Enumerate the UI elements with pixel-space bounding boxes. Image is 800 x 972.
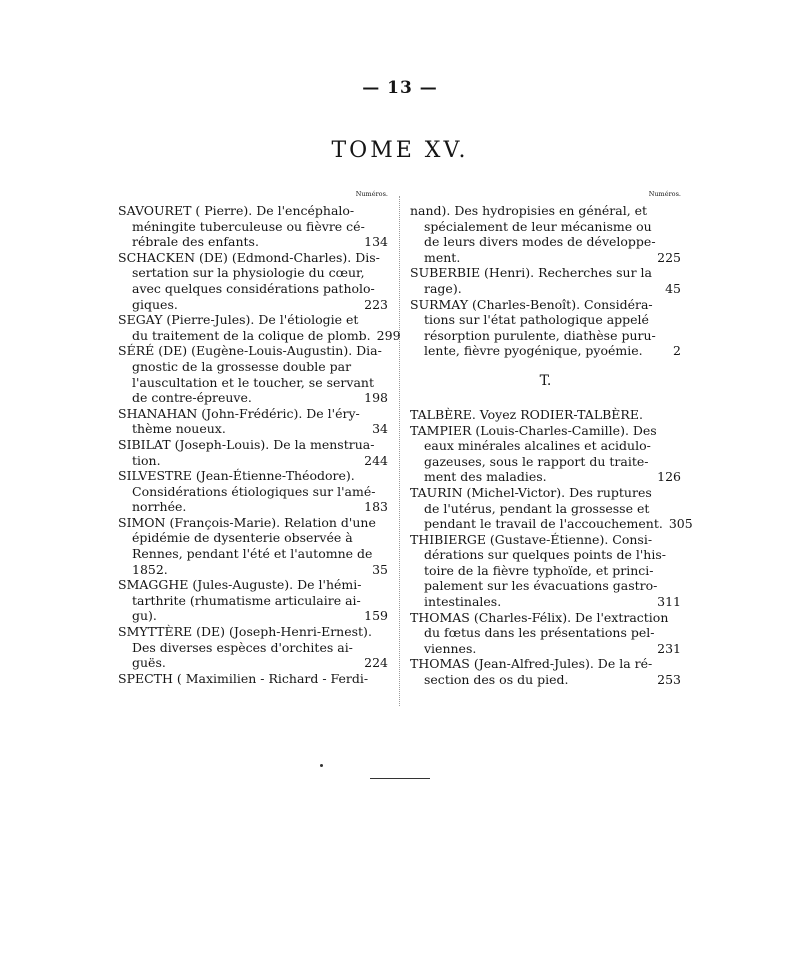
entry-line: [410, 485, 681, 501]
entry-text: thème noueux.: [132, 421, 226, 437]
index-entry: [118, 343, 388, 405]
section-heading: T.: [539, 372, 552, 389]
right-entries-before: [410, 203, 681, 359]
entry-line: [118, 530, 388, 546]
entry-text: THOMAS (Jean-Alfred-Jules). De la ré-: [410, 656, 653, 672]
entry-text: l'auscultation et le toucher, se servant: [132, 374, 374, 390]
index-entry: [118, 671, 388, 687]
entry-line: [410, 438, 681, 454]
entry-number: 225: [657, 249, 681, 265]
entry-text: de contre-épreuve.: [132, 390, 252, 406]
entry-number: 34: [372, 421, 388, 437]
entry-text: du traitement de la colique de plomb.: [132, 327, 371, 343]
entry-line: [410, 328, 681, 344]
entry-line: [410, 625, 681, 641]
index-entry: [118, 577, 388, 624]
entry-line: [410, 312, 681, 328]
index-entry: [410, 407, 681, 423]
entry-text: SILVESTRE (Jean-Étienne-Théodore).: [118, 468, 355, 484]
entry-line: [410, 343, 681, 359]
index-entry: [410, 610, 681, 657]
entry-text: TAURIN (Michel-Victor). Des ruptures: [410, 484, 652, 500]
entry-text: du fœtus dans les présentations pel-: [424, 625, 655, 641]
entry-number: 183: [364, 499, 388, 515]
entry-text: tion.: [132, 452, 161, 468]
entry-line: [410, 423, 681, 439]
entry-text: de leurs divers modes de développe-: [424, 234, 656, 250]
entry-line: [410, 454, 681, 470]
entry-text: ment des maladies.: [424, 469, 547, 485]
entry-line: [118, 484, 388, 500]
entry-line: [118, 608, 388, 624]
entry-line: [410, 656, 681, 672]
entry-text: THIBIERGE (Gustave-Étienne). Consi-: [410, 531, 653, 547]
entry-text: spécialement de leur mécanisme ou: [424, 218, 652, 234]
entry-text: guës.: [132, 655, 166, 671]
entry-text: giques.: [132, 296, 178, 312]
entry-text: Rennes, pendant l'été et l'automne de: [132, 546, 373, 562]
index-entry: [118, 203, 388, 250]
entry-line: [118, 562, 388, 578]
entry-line: [118, 297, 388, 313]
entry-text: SIBILAT (Joseph-Louis). De la menstrua-: [118, 436, 375, 452]
entry-text: SURMAY (Charles-Benoît). Considéra-: [410, 296, 653, 312]
entry-line: [118, 671, 388, 687]
entry-line: [118, 577, 388, 593]
entry-line: [118, 312, 388, 328]
entry-number: 299: [376, 327, 401, 343]
entry-line: [410, 265, 681, 281]
entry-line: [410, 532, 681, 548]
entry-text: norrhée.: [132, 499, 187, 515]
entry-line: [410, 203, 681, 219]
entry-number: 311: [657, 594, 681, 610]
entry-text: SEGAY (Pierre-Jules). De l'étiologie et: [118, 312, 359, 328]
entry-text: résorption purulente, diathèse puru-: [424, 327, 656, 343]
entry-text: THOMAS (Charles-Félix). De l'extraction: [410, 609, 669, 625]
entry-line: [118, 640, 388, 656]
entry-line: [410, 641, 681, 657]
entry-text: ment.: [424, 249, 461, 265]
entry-number: 224: [364, 655, 388, 671]
page-number: — 13 —: [362, 78, 438, 98]
entry-line: [410, 672, 681, 688]
entry-number: 253: [657, 672, 681, 688]
index-entry: [410, 203, 681, 265]
entry-line: [118, 624, 388, 640]
entry-text: lente, fièvre pyogénique, pyoémie.: [424, 343, 643, 359]
entry-line: [118, 655, 388, 671]
entry-line: [118, 499, 388, 515]
entry-line: [118, 281, 388, 297]
entry-text: avec quelques considérations patholo-: [132, 280, 375, 296]
entry-text: de l'utérus, pendant la grossesse et: [424, 500, 650, 516]
entry-line: [118, 265, 388, 281]
entry-text: TAMPIER (Louis-Charles-Camille). Des: [410, 422, 657, 438]
index-entry: [118, 437, 388, 468]
entry-line: [118, 546, 388, 562]
entry-line: [410, 234, 681, 250]
entry-text: SCHACKEN (DE) (Edmond-Charles). Dis-: [118, 249, 380, 265]
entry-line: [410, 547, 681, 563]
entry-text: SMYTTÈRE (DE) (Joseph-Henri-Ernest).: [118, 624, 372, 640]
entry-text: palement sur les évacuations gastro-: [424, 578, 658, 594]
index-entry: [410, 297, 681, 359]
ink-dot: [320, 764, 323, 767]
index-entry: [118, 515, 388, 577]
index-entry: [410, 265, 681, 296]
entry-text: Des diverses espèces d'orchites ai-: [132, 639, 353, 655]
entry-line: [118, 327, 401, 344]
left-column: [118, 190, 401, 686]
entry-line: [410, 563, 681, 579]
entry-line: [410, 297, 681, 313]
entry-line: [118, 234, 388, 250]
entry-text: nand). Des hydropisies en général, et: [410, 203, 648, 218]
entry-text: Considérations étiologiques sur l'amé-: [132, 483, 376, 499]
index-entry: [118, 406, 388, 437]
entry-line: [410, 610, 681, 626]
entry-line: [118, 219, 388, 235]
entry-number: 305: [668, 516, 693, 532]
entry-text: rébrale des enfants.: [132, 234, 259, 250]
entry-text: eaux minérales alcalines et acidulo-: [424, 438, 651, 454]
entry-line: [118, 406, 388, 422]
tome-title: TOME XV.: [331, 138, 469, 163]
entry-text: épidémie de dysenterie observée à: [132, 530, 353, 546]
entry-number: 35: [372, 561, 388, 577]
entry-number: 244: [364, 452, 388, 468]
entry-text: viennes.: [424, 640, 477, 656]
entry-text: gazeuses, sous le rapport du traite-: [424, 453, 649, 469]
entry-line: [118, 250, 388, 266]
index-entry: [118, 250, 388, 312]
numbers-header: Numéros.: [355, 190, 388, 198]
entry-number: 159: [364, 608, 388, 624]
entry-line: [410, 219, 681, 235]
entry-text: SPECTH ( Maximilien - Richard - Ferdi-: [118, 670, 369, 686]
entry-line: [410, 501, 681, 517]
entry-line: [410, 250, 681, 266]
entry-line: [410, 594, 681, 610]
entry-line: [118, 375, 388, 391]
numbers-header: Numéros.: [648, 190, 681, 198]
entry-text: toire de la fièvre typhoïde, et princi-: [424, 562, 654, 578]
entry-line: [118, 203, 388, 219]
entry-number: 2: [673, 343, 681, 359]
entry-line: [410, 578, 681, 594]
entry-text: SIMON (François-Marie). Relation d'une: [118, 514, 376, 530]
entry-line: [118, 390, 388, 406]
entry-text: 1852.: [132, 561, 168, 577]
index-entry: [410, 484, 693, 532]
entry-text: gnostic de la grossesse double par: [132, 358, 352, 374]
right-column: [410, 190, 693, 688]
entry-line: [410, 407, 681, 423]
entry-line: [118, 468, 388, 484]
right-entries-after: [410, 406, 693, 688]
entry-line: [118, 359, 388, 375]
index-entry: [410, 656, 681, 687]
entry-text: SAVOURET ( Pierre). De l'encéphalo-: [118, 203, 355, 218]
entry-text: SHANAHAN (John-Frédéric). De l'éry-: [118, 405, 360, 421]
entry-text: rage).: [424, 280, 462, 296]
entry-text: méningite tuberculeuse ou fièvre cé-: [132, 218, 365, 234]
entry-text: section des os du pied.: [424, 672, 569, 688]
entry-text: gu).: [132, 608, 157, 624]
entry-line: [410, 281, 681, 297]
entry-line: [118, 593, 388, 609]
entry-text: tions sur l'état pathologique appelé: [424, 312, 649, 328]
entry-number: 126: [657, 469, 681, 485]
index-entry: [410, 532, 681, 610]
entry-number: 134: [364, 234, 388, 250]
entry-line: [118, 515, 388, 531]
entry-line: [118, 437, 388, 453]
index-entry: [118, 624, 388, 671]
entry-text: pendant le travail de l'accouchement.: [424, 516, 663, 532]
entry-text: SÉRÉ (DE) (Eugène-Louis-Augustin). Dia-: [118, 343, 382, 359]
entry-text: TALBÈRE. Voyez RODIER-TALBÈRE.: [410, 406, 643, 422]
entry-line: [410, 469, 681, 485]
entry-text: SUBERBIE (Henri). Recherches sur la: [410, 265, 652, 281]
entry-number: 223: [364, 296, 388, 312]
entry-number: 198: [364, 390, 388, 406]
entry-line: [118, 453, 388, 469]
entry-line: [118, 421, 388, 437]
entry-text: SMAGGHE (Jules-Auguste). De l'hémi-: [118, 577, 362, 593]
entry-text: intestinales.: [424, 594, 502, 610]
entry-number: 231: [657, 640, 681, 656]
index-entry: [118, 468, 388, 515]
left-entries: [118, 203, 401, 686]
bottom-rule: [370, 778, 430, 779]
index-entry: [410, 423, 681, 485]
entry-text: sertation sur la physiologie du cœur,: [132, 265, 365, 281]
entry-text: tarthrite (rhumatisme articulaire ai-: [132, 592, 361, 608]
entry-line: [118, 343, 388, 359]
entry-number: 45: [665, 280, 681, 296]
entry-line: [410, 516, 693, 532]
entry-text: dérations sur quelques points de l'his-: [424, 547, 666, 563]
column-divider: [399, 196, 400, 706]
index-entry: [118, 312, 401, 343]
